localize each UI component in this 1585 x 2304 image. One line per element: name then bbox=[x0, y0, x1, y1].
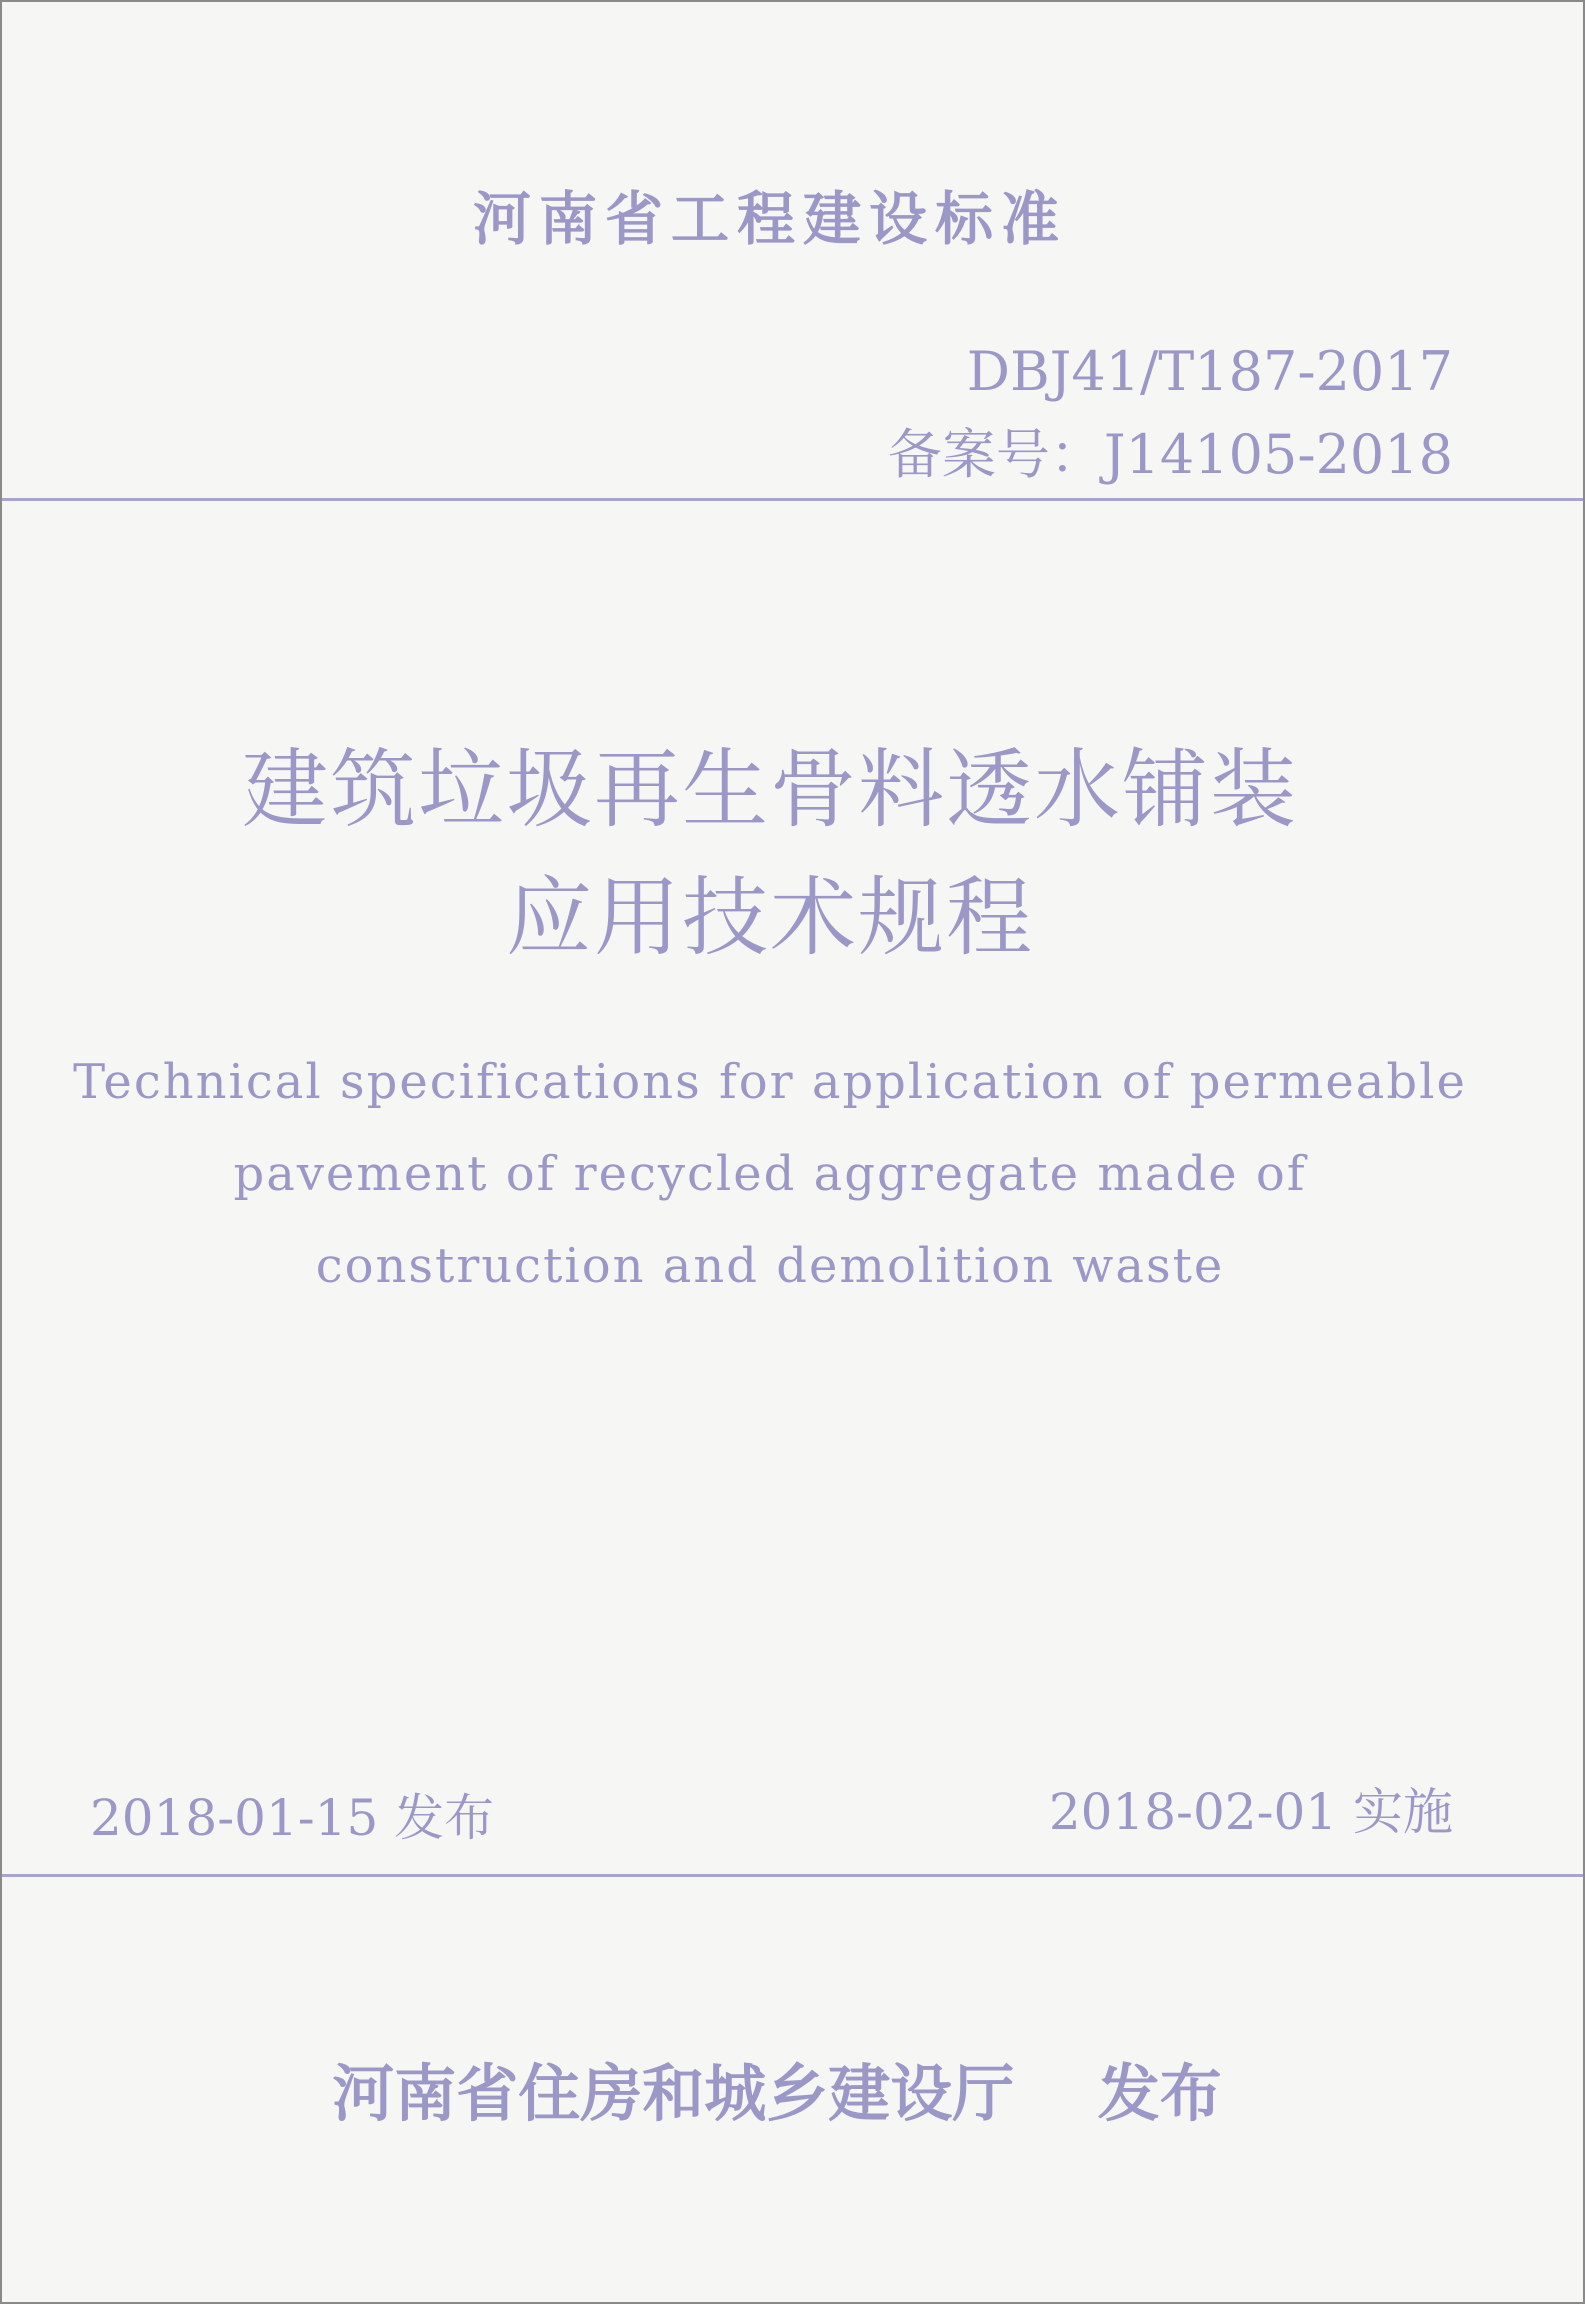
implementation-date: 2018-02-01 实施 bbox=[1048, 1783, 1453, 1841]
bottom-divider bbox=[2, 1874, 1583, 1877]
english-title-line-1: Technical specifications for application of permeable bbox=[73, 1054, 1467, 1110]
series-title: 河南省工程建设标准 bbox=[472, 185, 1067, 253]
english-title-line-2: pavement of recycled aggregate made of bbox=[233, 1146, 1307, 1202]
publisher: 河南省住房和城乡建设厅 发布 bbox=[332, 2057, 1222, 2130]
chinese-title-line-2: 应用技术规程 bbox=[506, 868, 1034, 968]
chinese-title-line-1: 建筑垃圾再生骨料透水铺装 bbox=[242, 740, 1298, 840]
standard-code: DBJ41/T187-2017 bbox=[966, 340, 1453, 403]
issue-date: 2018-01-15 发布 bbox=[90, 1789, 495, 1847]
top-divider bbox=[2, 498, 1583, 501]
record-number: 备案号：J14105-2018 bbox=[887, 423, 1453, 486]
english-title-line-3: construction and demolition waste bbox=[315, 1238, 1225, 1294]
